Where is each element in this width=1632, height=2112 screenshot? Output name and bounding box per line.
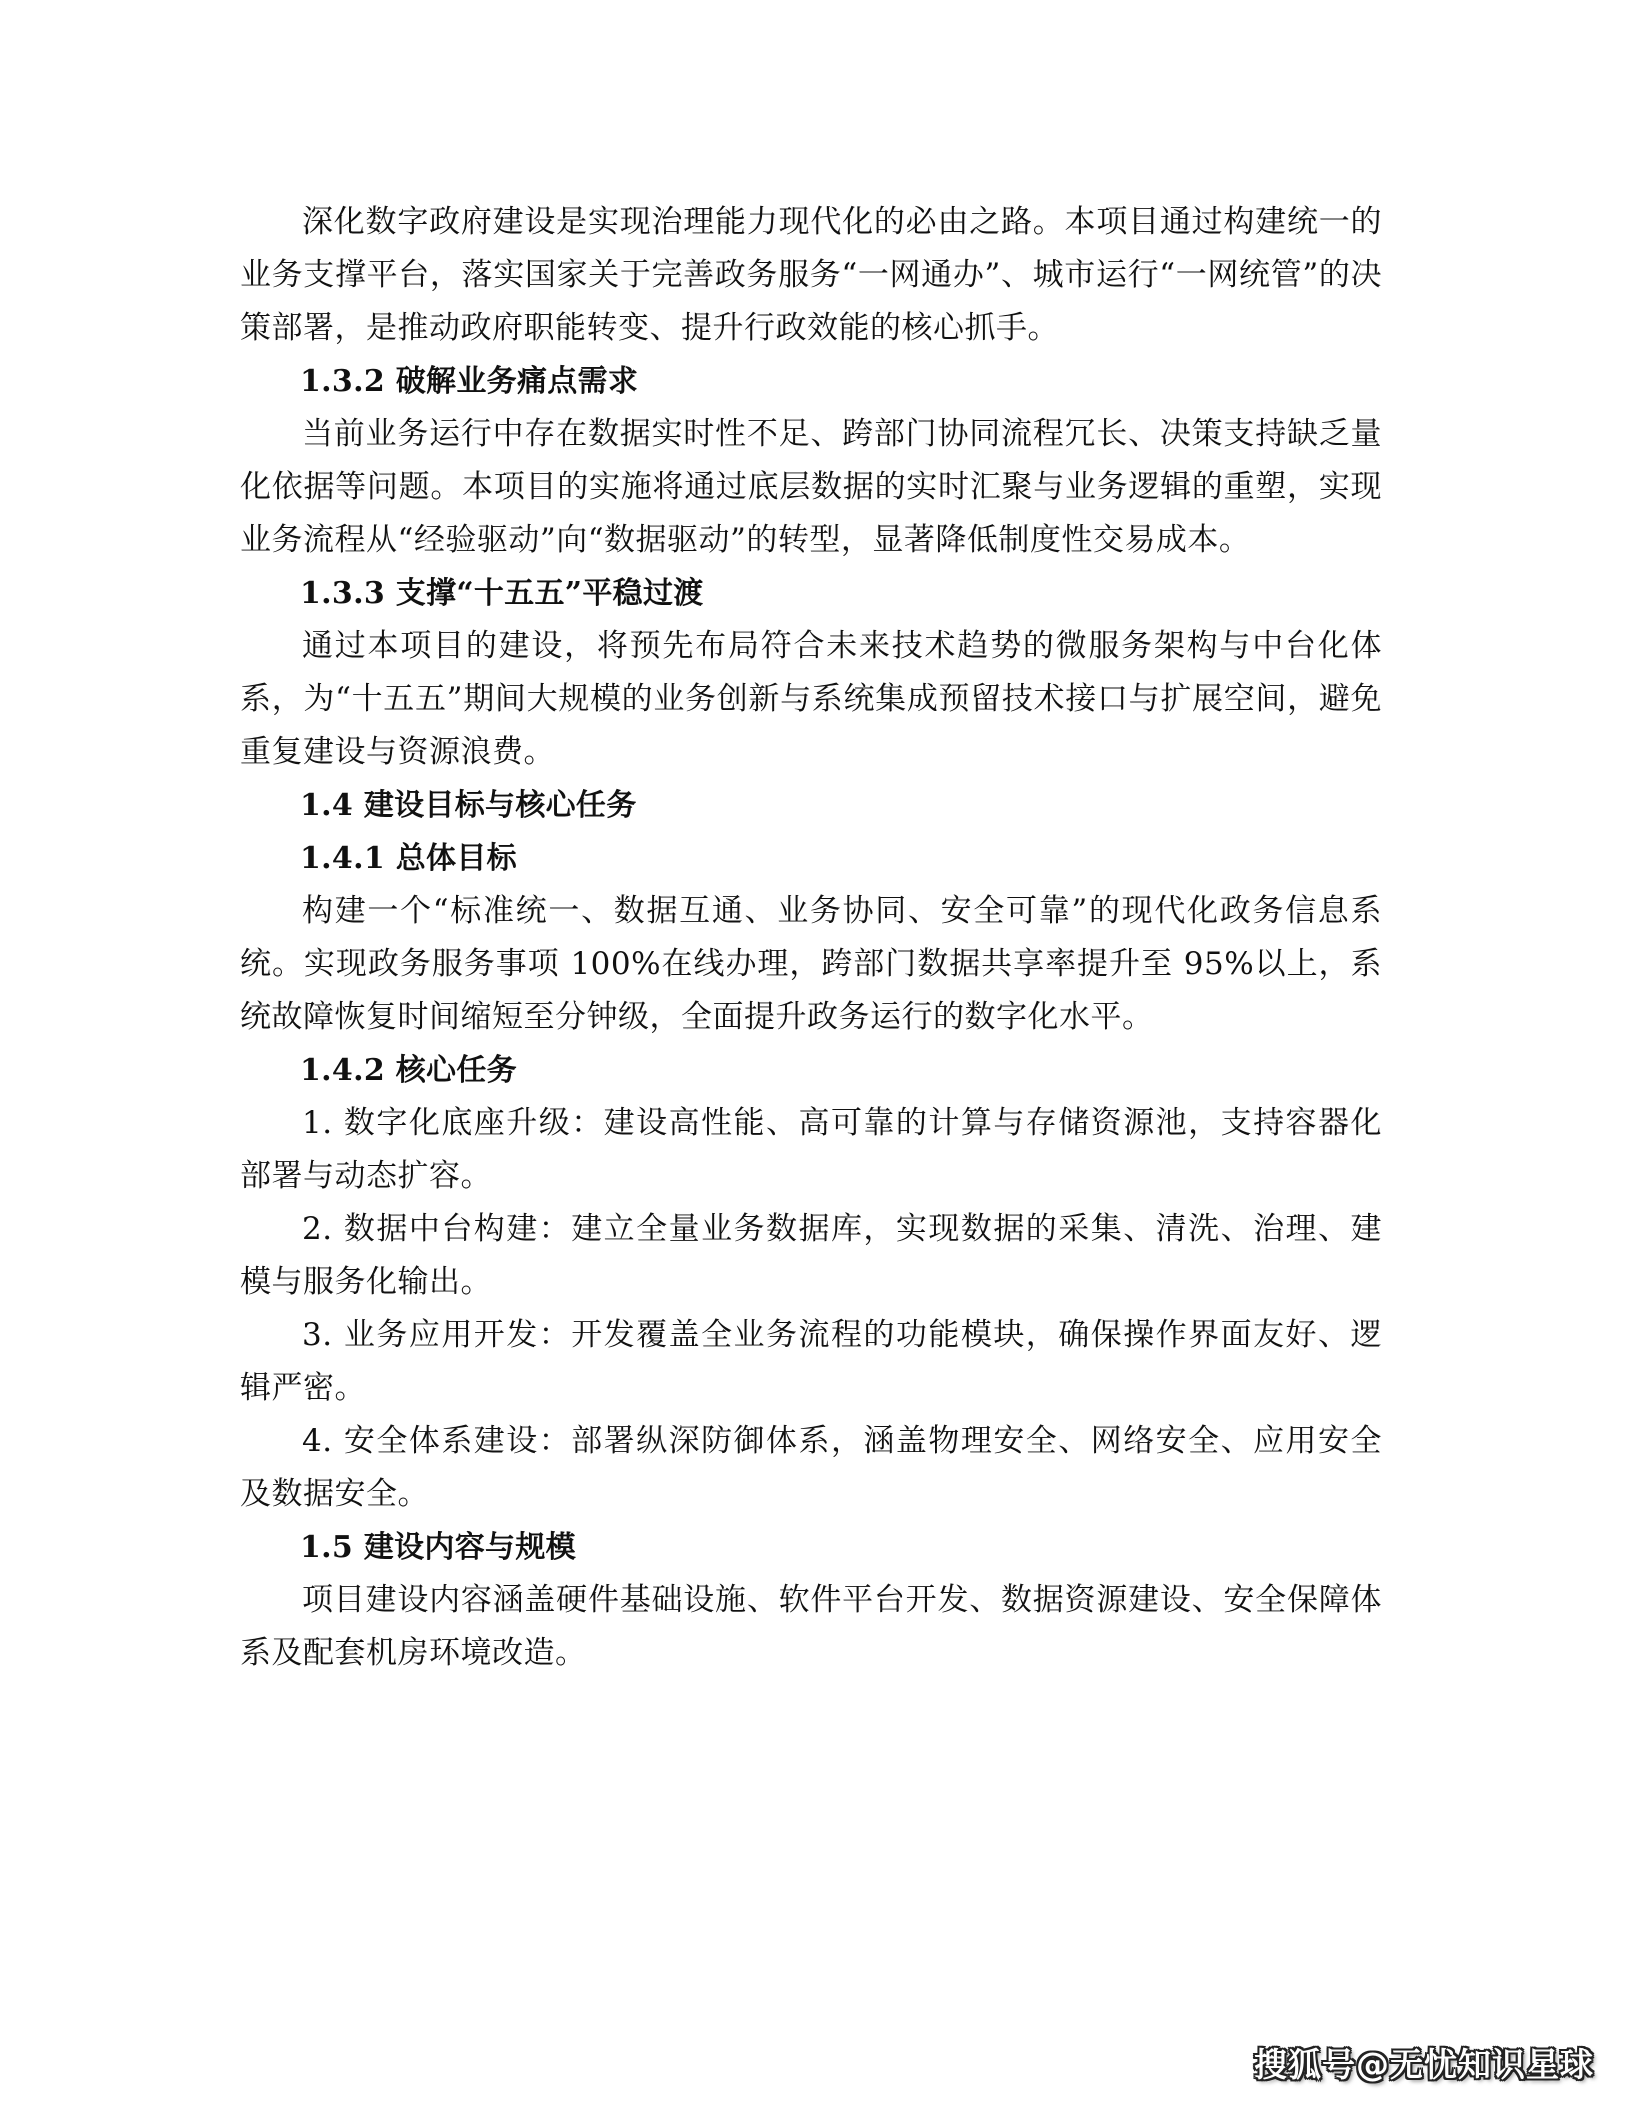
list-item-task-1: 1. 数字化底座升级：建设高性能、高可靠的计算与存储资源池，支持容器化部署与动态扩容。 (240, 1105, 1382, 1194)
heading-1-4: 1.4 建设目标与核心任务 (300, 788, 637, 823)
paragraph-construction-scope: 项目建设内容涵盖硬件基础设施、软件平台开发、数据资源建设、安全保障体系及配套机房环境改造。 (240, 1582, 1382, 1671)
list-item-task-2: 2. 数据中台构建：建立全量业务数据库，实现数据的采集、清洗、治理、建模与服务化输出。 (240, 1211, 1382, 1300)
heading-1-3-2: 1.3.2 破解业务痛点需求 (300, 364, 639, 399)
document-body (240, 196, 1382, 1680)
paragraph-overall-goal: 构建一个“标准统一、数据互通、业务协同、安全可靠”的现代化政务信息系统。实现政务服务事项 100%在线办理，跨部门数据共享率提升至 95%以上，系统故障恢复时间缩短至分钟级，全面提升政务运行的数字化水平。 (240, 893, 1382, 1035)
paragraph-digital-government: 深化数字政府建设是实现治理能力现代化的必由之路。本项目通过构建统一的业务支撑平台，落实国家关于完善政务服务“一网通办”、城市运行“一网统管”的决策部署，是推动政府职能转变、提升行政效能的核心抓手。 (240, 204, 1382, 346)
paragraph-business-pain-points: 当前业务运行中存在数据实时性不足、跨部门协同流程冗长、决策支持缺乏量化依据等问题。本项目的实施将通过底层数据的实时汇聚与业务逻辑的重塑，实现业务流程从“经验驱动”向“数据驱动”的转型，显著降低制度性交易成本。 (240, 416, 1382, 558)
heading-1-4-2: 1.4.2 核心任务 (300, 1053, 517, 1088)
heading-1-4-1: 1.4.1 总体目标 (300, 841, 517, 876)
paragraph-15th-five-year: 通过本项目的建设，将预先布局符合未来技术趋势的微服务架构与中台化体系，为“十五五”期间大规模的业务创新与系统集成预留技术接口与扩展空间，避免重复建设与资源浪费。 (240, 628, 1382, 770)
heading-1-5: 1.5 建设内容与规模 (300, 1530, 576, 1565)
watermark: 搜狐号@无忧知识星球 (1254, 2045, 1594, 2084)
list-item-task-4: 4. 安全体系建设：部署纵深防御体系，涵盖物理安全、网络安全、应用安全及数据安全。 (240, 1423, 1382, 1512)
list-item-task-3: 3. 业务应用开发：开发覆盖全业务流程的功能模块，确保操作界面友好、逻辑严密。 (240, 1317, 1382, 1406)
heading-1-3-3: 1.3.3 支撑“十五五”平稳过渡 (300, 576, 704, 611)
